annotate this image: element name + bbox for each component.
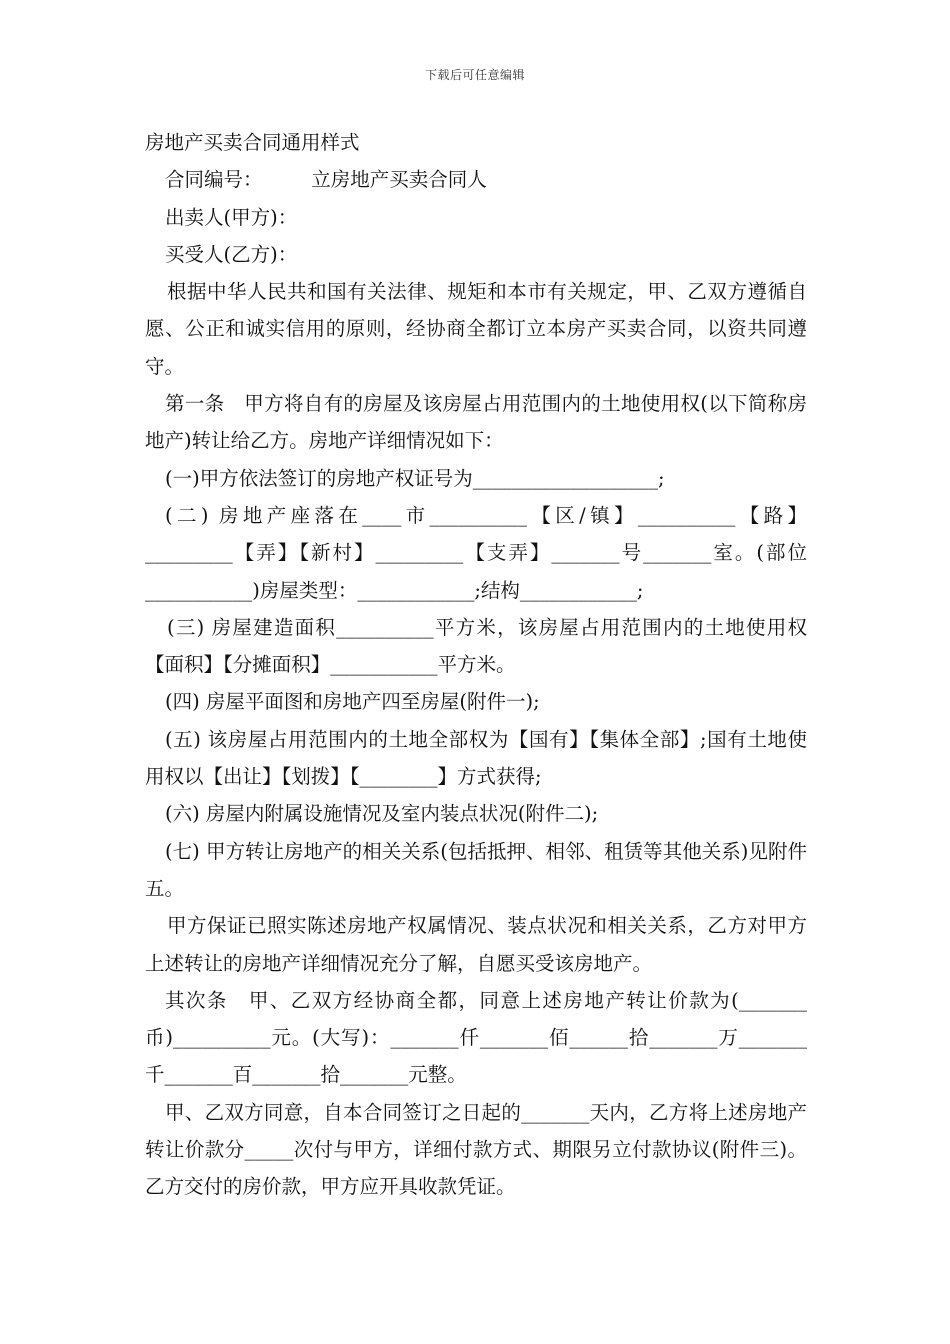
item-1-certificate: (一)甲方依法签订的房地产权证号为___________________;	[165, 466, 665, 490]
contract-body	[145, 124, 807, 1206]
seller-guarantee: 甲方保证已照实陈述房地产权属情况、装点状况和相关关系，乙方对甲方上述转让的房地产详细情况充分了解，自愿买受该房地产。	[145, 914, 807, 975]
item-3-area: (三) 房屋建造面积__________平方米，该房屋占用范围内的土地使用权【面积】【分摊面积】___________平方米。	[145, 615, 807, 677]
item-7-relations: (七) 甲方转让房地产的相关关系(包括抵押、相邻、租赁等其他关系)见附件五。	[145, 839, 807, 900]
page-header-note: 下载后可任意编辑	[424, 68, 525, 82]
payment-terms: 甲、乙双方同意，自本合同签订之日起的_______天内，乙方将上述房地产转让价款分_____次付与甲方，详细付款方式、期限另立付款协议(附件三)。乙方交付的房价款，甲方应开具收款凭证。	[145, 1100, 807, 1199]
contract-number-line: 合同编号： 立房地产买卖合同人	[165, 168, 487, 192]
item-5-land-ownership: (五) 该房屋占用范围内的土地全部权为【国有】【集体全部】;国有土地使用权以【出让】【划拨】【________】方式获得;	[145, 727, 807, 789]
article-1: 第一条 甲方将自有的房屋及该房屋占用范围内的土地使用权(以下简称房地产)转让给乙方。房地产详细情况如下：	[145, 392, 807, 453]
item-6-facilities: (六) 房屋内附属设施情况及室内装点状况(附件二);	[165, 802, 599, 826]
document-title: 房地产买卖合同通用样式	[145, 131, 360, 154]
item-2-location: (二) 房地产座落在____市__________【区/镇】__________【路】_________【弄】【新村】_________【支弄】_______号_______室。(部位___________)房屋类型：____________;结构____________;	[145, 503, 807, 602]
article-2-price: 其次条 甲、乙双方经协商全都，同意上述房地产转让价款为(_______币)__________元。(大写)：_______仟_______佰______拾_______万_______千_______百_______拾_______元整。	[145, 988, 807, 1087]
intro-paragraph: 根据中华人民共和国有关法律、规矩和本市有关规定，甲、乙双方遵循自愿、公正和诚实信用的原则，经协商全都订立本房产买卖合同，以资共同遵守。	[145, 280, 807, 378]
seller-line: 出卖人(甲方)：	[165, 205, 298, 229]
buyer-line: 买受人(乙方)：	[165, 242, 298, 266]
item-4-floor-plan: (四) 房屋平面图和房地产四至房屋(附件一);	[165, 690, 540, 714]
